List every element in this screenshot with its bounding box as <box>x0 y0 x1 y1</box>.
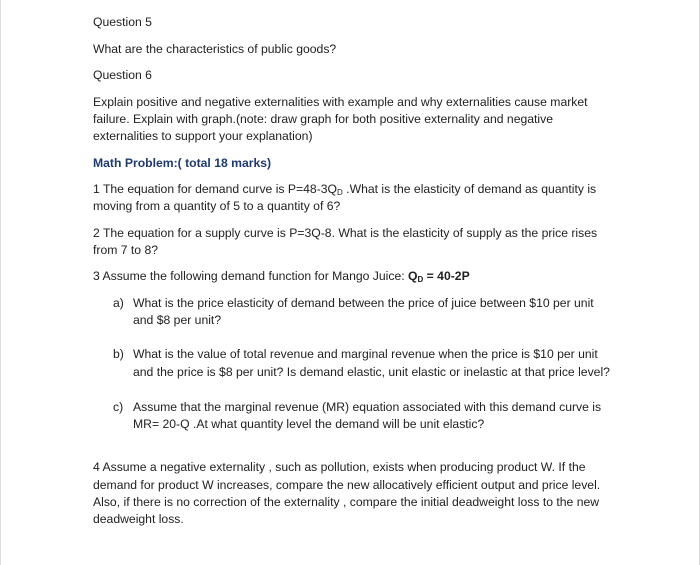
problem-1-line-1 <box>93 181 596 198</box>
item-c-marker: c) <box>113 400 124 414</box>
problem-1-text-a: 1 The equation for demand curve is P=48-3Q <box>93 182 338 196</box>
problem-2-line-2: from 7 to 8? <box>93 243 159 257</box>
question-6-line-3: externalities to support your explanation) <box>93 129 313 143</box>
demand-function-rest: = 40-2P <box>423 269 470 283</box>
problem-4-line-1: 4 Assume a negative externality , such as pollution, exists when producing product W. If the <box>93 460 586 474</box>
subscript-d: D <box>417 275 424 284</box>
item-b-line-1: What is the value of total revenue and marginal revenue when the price is $10 per unit <box>133 347 598 361</box>
problem-4-line-4: deadweight loss. <box>93 512 184 526</box>
problem-3-intro <box>93 268 470 285</box>
problem-4-line-2: demand for product W increases, compare the new allocatively efficient output and price level. <box>93 478 601 492</box>
question-6-line-1: Explain positive and negative externalities with example and why externalities cause market <box>93 95 588 109</box>
problem-1-line-2: moving from a quantity of 5 to a quantity of 6? <box>93 199 341 213</box>
question-6-line-2: failure. Explain with graph.(note: draw graph for both positive externality and negative <box>93 112 554 126</box>
problem-2-line-1: 2 The equation for a supply curve is P=3Q-8. What is the elasticity of supply as the price rises <box>93 226 598 240</box>
item-b-line-2: and the price is $8 per unit? Is demand elastic, unit elastic or inelastic at that price level? <box>133 365 610 379</box>
problem-3-intro-text: 3 Assume the following demand function for Mango Juice: <box>93 269 409 283</box>
item-c-line-2: MR= 20-Q .At what quantity level the demand will be unit elastic? <box>133 417 485 431</box>
item-a-line-1: What is the price elasticity of demand between the price of juice between $10 per unit <box>133 296 594 310</box>
item-c-line-1: Assume that the marginal revenue (MR) equation associated with this demand curve is <box>133 400 602 414</box>
question-5-heading: Question 5 <box>93 15 152 29</box>
item-a-line-2: and $8 per unit? <box>133 313 222 327</box>
question-5-text: What are the characteristics of public goods? <box>93 42 337 56</box>
demand-function <box>408 269 470 283</box>
demand-function-q: Q <box>408 269 418 283</box>
math-problem-heading: Math Problem:( total 18 marks) <box>93 156 272 170</box>
question-6-heading: Question 6 <box>93 68 152 82</box>
item-a-marker: a) <box>113 296 124 310</box>
subscript-d: D <box>337 188 343 197</box>
problem-4-line-3: Also, if there is no correction of the externality , compare the initial deadweight loss to the new <box>93 495 600 509</box>
problem-1-text-b: .What is the elasticity of demand as quantity is <box>342 182 597 196</box>
item-b-marker: b) <box>113 347 124 361</box>
